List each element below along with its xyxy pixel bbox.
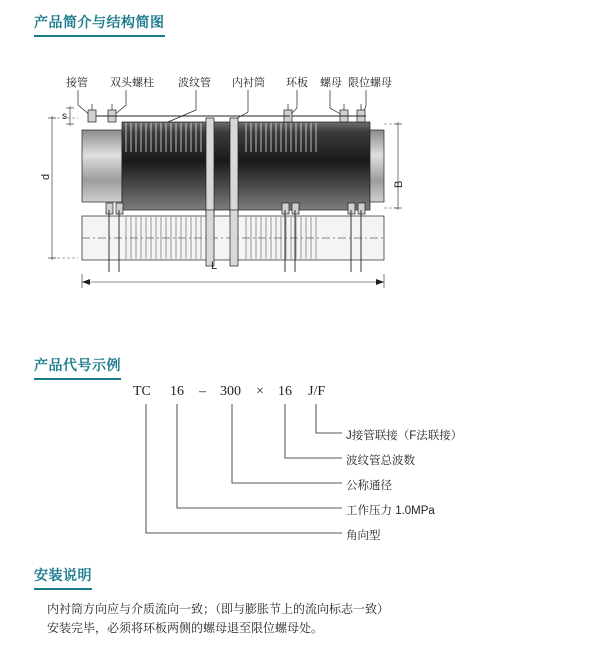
code-part-dash: – — [199, 384, 206, 399]
dim-label-L: L — [211, 260, 218, 272]
code-desc-pressure: 工作压力 1.0MPa — [346, 505, 435, 517]
structure-drawing-svg — [0, 60, 600, 340]
note-line-2: 安装完毕，必须将环板两侧的螺母退至限位螺母处。 — [47, 621, 324, 635]
code-part-joint: J/F — [308, 384, 326, 399]
section-title-install-text: 安装说明 — [34, 567, 92, 583]
code-part-times: × — [256, 384, 264, 399]
code-part-pressure: 16 — [170, 384, 184, 399]
callout-label-7: 限位螺母 — [348, 77, 392, 89]
title-underline — [34, 35, 165, 37]
dim-label-s: s — [62, 111, 67, 122]
callout-label-6: 螺母 — [320, 77, 342, 89]
title-underline-3 — [34, 588, 92, 590]
section-title-code-text: 产品代号示例 — [34, 357, 121, 373]
dim-label-d: d — [40, 173, 52, 180]
code-desc-model: 角向型 — [346, 530, 381, 542]
installation-notes — [47, 600, 567, 638]
code-part-waves: 16 — [278, 384, 292, 399]
note-line-1: 内衬筒方向应与介质流向一致；（即与膨胀节上的流向标志一致） — [47, 602, 390, 616]
section-title-code — [34, 355, 121, 380]
code-designation-diagram — [0, 378, 600, 543]
callout-label-3: 波纹管 — [178, 77, 211, 89]
callout-label-2: 双头螺柱 — [110, 77, 154, 89]
code-part-model: TC — [133, 384, 151, 399]
code-desc-joint: J接管联接（F法联接） — [346, 430, 463, 442]
structure-diagram — [0, 60, 600, 340]
code-part-diameter: 300 — [220, 384, 241, 399]
code-desc-waves: 波纹管总波数 — [346, 455, 415, 467]
section-title-structure-text: 产品简介与结构简图 — [34, 14, 165, 30]
callout-label-1: 接管 — [66, 77, 88, 89]
code-leader-lines — [0, 378, 600, 553]
section-title-install — [34, 565, 92, 590]
callout-label-5: 环板 — [286, 77, 308, 89]
section-title-structure — [34, 12, 165, 37]
callout-label-4: 内衬筒 — [232, 77, 265, 89]
dim-label-B: B — [393, 180, 405, 188]
code-desc-diameter: 公称通径 — [346, 480, 392, 492]
